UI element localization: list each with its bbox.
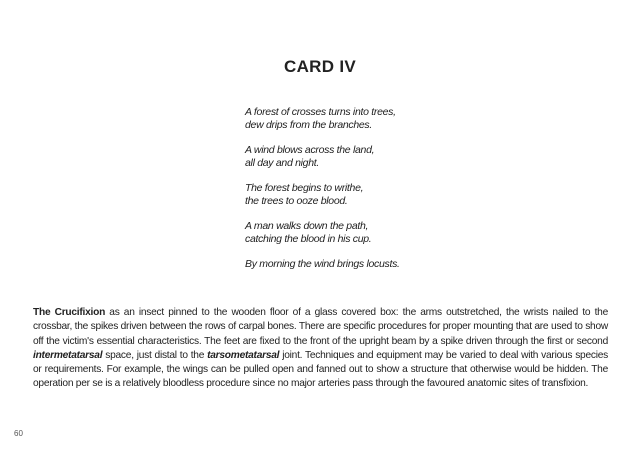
poem-line: the trees to ooze blood. — [245, 195, 348, 207]
poem-line: A man walks down the path, — [245, 220, 369, 232]
prose-lead: The Crucifixion — [33, 307, 106, 318]
poem-line: catching the blood in his cup. — [245, 233, 372, 245]
poem-stanza — [245, 106, 505, 132]
poem-line: The forest begins to writhe, — [245, 182, 364, 194]
prose-text: space, just distal to the — [102, 349, 208, 361]
poem-stanza — [245, 182, 505, 208]
poem-line: A wind blows across the land, — [245, 144, 375, 156]
page-number: 60 — [14, 429, 23, 438]
poem-stanza — [245, 220, 505, 246]
poem — [245, 106, 505, 283]
poem-line: all day and night. — [245, 157, 319, 169]
poem-line: dew drips from the branches. — [245, 119, 372, 131]
prose-paragraph — [33, 306, 608, 392]
poem-line: A forest of crosses turns into trees, — [245, 106, 396, 118]
prose-term-intermetatarsal: intermetatarsal — [33, 349, 103, 361]
poem-line: By morning the wind brings locusts. — [245, 258, 400, 270]
card-title: CARD IV — [284, 57, 356, 76]
poem-stanza — [245, 144, 505, 170]
prose-text: joint. Techniques and equipment may be varied to deal with various species or requirements. For example, the wings can be pulled open and fanned out to show a structure that otherwise would be hidden. The operation per se is a relatively bloodless procedure since no major arteries pass through the favoured anatomic sites of transfixion. — [33, 349, 609, 390]
prose-text: as an insect pinned to the wooden floor of a glass covered box: the arms outstretched, the wrists nailed to the crossbar, the spikes driven between the rows of carpal bones. There are specific procedures for proper mounting that are used to show off the victim's essential characteristics. The feet are fixed to the front of the upright beam by a spike driven through the first or second — [33, 307, 608, 347]
poem-stanza — [245, 258, 505, 271]
prose-term-tarsometatarsal: tarsometatarsal — [207, 349, 280, 361]
